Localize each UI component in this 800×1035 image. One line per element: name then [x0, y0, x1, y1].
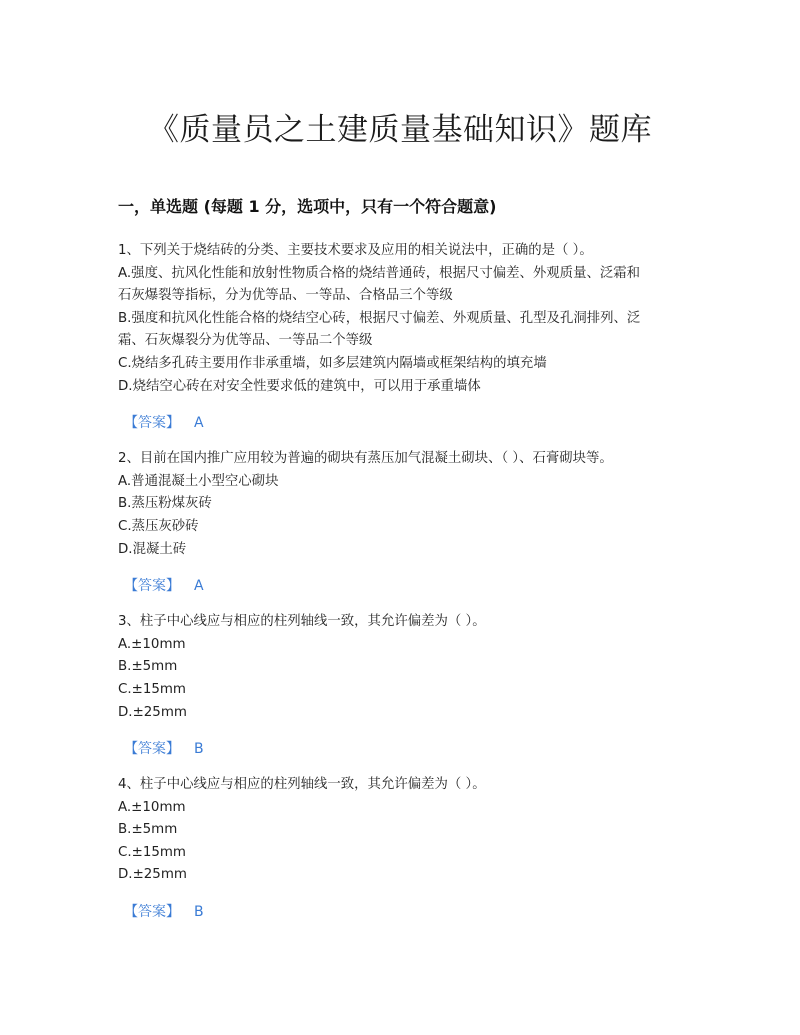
question-4	[118, 774, 688, 923]
answer-value: B	[194, 741, 204, 758]
option-line: C.±15mm	[118, 681, 186, 697]
option-line: C.烧结多孔砖主要用作非承重墙，如多层建筑内隔墙或框架结构的填充墙	[118, 355, 547, 371]
section-heading: 一，单选题 (每题 1 分，选项中，只有一个符合题意)	[118, 197, 497, 216]
answer-value: A	[194, 578, 204, 595]
option-line: 石灰爆裂等指标，分为优等品、一等品、合格品三个等级	[118, 288, 453, 304]
answer-row	[124, 575, 688, 597]
option-line: D.烧结空心砖在对安全性要求低的建筑中，可以用于承重墙体	[118, 378, 481, 394]
answer-row	[124, 738, 688, 760]
option-line: B.蒸压粉煤灰砖	[118, 496, 212, 512]
answer-label: 【答案】	[124, 415, 180, 432]
option-line: 霜、石灰爆裂分为优等品、一等品二个等级	[118, 333, 373, 349]
question-1	[118, 240, 688, 434]
option-line: A.强度、抗风化性能和放射性物质合格的烧结普通砖，根据尺寸偏差、外观质量、泛霜和	[118, 265, 641, 281]
answer-label: 【答案】	[124, 578, 180, 595]
question-stem: 1、下列关于烧结砖的分类、主要技术要求及应用的相关说法中，正确的是（ ）。	[118, 243, 593, 258]
answer-row	[124, 412, 688, 434]
answer-label: 【答案】	[124, 904, 180, 921]
option-line: A.普通混凝土小型空心砌块	[118, 473, 279, 489]
option-line: B.±5mm	[118, 822, 178, 838]
option-line: A.±10mm	[118, 636, 186, 652]
option-line: D.±25mm	[118, 704, 187, 720]
option-line: C.±15mm	[118, 844, 186, 860]
option-line: C.蒸压灰砂砖	[118, 518, 199, 534]
option-line: D.混凝土砖	[118, 541, 187, 557]
question-list	[118, 240, 688, 937]
option-line: B.±5mm	[118, 659, 178, 675]
answer-row	[124, 901, 688, 923]
answer-value: A	[194, 415, 204, 432]
question-3	[118, 611, 688, 760]
answer-value: B	[194, 904, 204, 921]
answer-label: 【答案】	[124, 741, 180, 758]
option-line: D.±25mm	[118, 867, 187, 883]
option-line: A.±10mm	[118, 799, 186, 815]
option-line: B.强度和抗风化性能合格的烧结空心砖，根据尺寸偏差、外观质量、孔型及孔洞排列、泛	[118, 310, 641, 326]
document-title: 《质量员之土建质量基础知识》题库	[148, 112, 652, 148]
question-stem: 4、柱子中心线应与相应的柱列轴线一致，其允许偏差为（ ）。	[118, 777, 486, 793]
question-2	[118, 448, 688, 597]
question-stem: 2、目前在国内推广应用较为普遍的砌块有蒸压加气混凝土砌块、（ ）、石膏砌块等。	[118, 451, 613, 467]
question-stem: 3、柱子中心线应与相应的柱列轴线一致，其允许偏差为（ ）。	[118, 614, 486, 630]
